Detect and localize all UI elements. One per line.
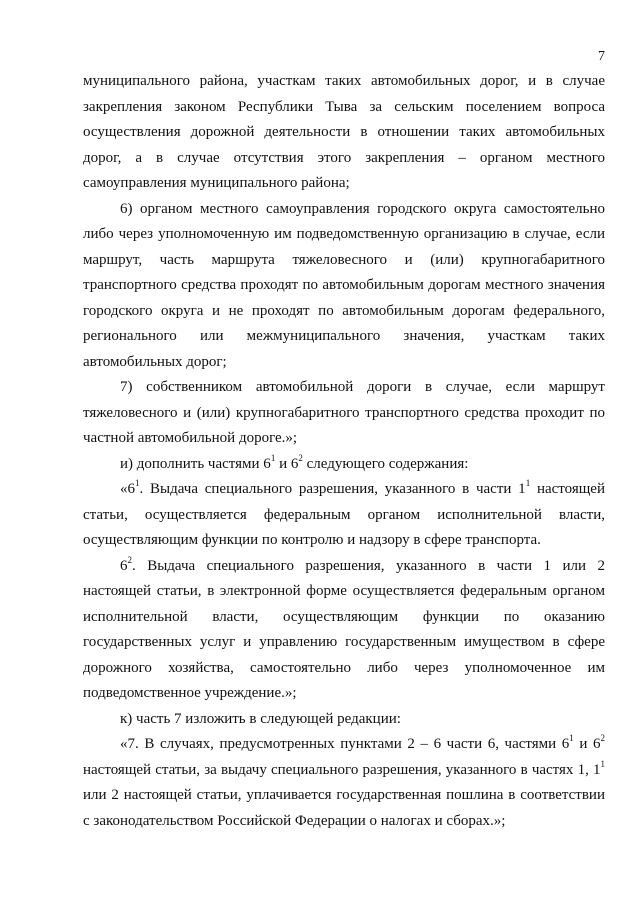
paragraph xyxy=(83,452,605,478)
text-run: 6) органом местного самоуправления городского округа самостоятельно либо через уполномоченную им подведомственную организацию в случае, если маршрут, часть маршрута тяжеловесного и (или) крупногабаритного транспортного средства проходят по автомобильным дорогам местного значения городского округа и не проходят по автомобильным дорогам федерального, регионального или межмуниципального значения, участкам таких автомобильных дорог; xyxy=(83,200,605,370)
text-run: . Выдача специального разрешения, указанного в части 1 xyxy=(139,481,526,497)
paragraph xyxy=(83,554,605,707)
document-body xyxy=(83,69,605,834)
superscript: 1 xyxy=(569,733,574,743)
paragraph xyxy=(83,375,605,452)
paragraph xyxy=(83,707,605,733)
superscript: 1 xyxy=(525,478,531,488)
text-run: следующего содержания: xyxy=(302,455,469,472)
text-run: настоящей статьи, за выдачу специального разрешения, указанного в частях 1, 1 xyxy=(83,761,601,778)
page-number: 7 xyxy=(598,49,605,64)
text-run: муниципального района, участкам таких автомобильных дорог, и в случае закрепления законом Республики Тыва за сельским поселением вопроса осуществления дорожной деятельности в отношении таких автомобильных дорог, а в случае отсутствия этого закрепления – органом местного самоуправления муниципального района; xyxy=(83,73,605,191)
paragraph xyxy=(83,197,605,376)
text-run: «6 xyxy=(120,481,135,497)
paragraph xyxy=(83,732,605,834)
text-run: 6 xyxy=(120,557,128,574)
superscript: 2 xyxy=(600,733,605,743)
text-run: и) дополнить частями 6 xyxy=(120,455,271,472)
text-run: и 6 xyxy=(275,455,299,472)
superscript: 1 xyxy=(600,758,605,769)
superscript: 1 xyxy=(135,478,140,488)
paragraph xyxy=(83,69,605,197)
text-run: к) часть 7 изложить в следующей редакции: xyxy=(120,710,401,727)
superscript: 2 xyxy=(298,452,303,463)
text-run: настоящей статьи, осуществляется федеральным органом исполнительной власти, осуществляющим функции по контролю и надзору в сфере транспорта. xyxy=(83,481,605,548)
text-run: 7) собственником автомобильной дороги в случае, если маршрут тяжеловесного и (или) крупногабаритного транспортного средства проходит по частной автомобильной дороге.»; xyxy=(83,379,605,446)
text-run: . Выдача специального разрешения, указанного в части 1 или 2 настоящей статьи, в электронной форме осуществляется федеральным органом исполнительной власти, осуществляющим функции по оказанию государственных услуг и управлению государственным имуществом в сфере дорожного хозяйства, самостоятельно либо через уполномоченное им подведомственное учреждение.»; xyxy=(83,557,605,701)
paragraph xyxy=(83,477,605,554)
text-run: и 6 xyxy=(573,736,601,752)
superscript: 1 xyxy=(270,452,276,463)
text-run: или 2 настоящей статьи, уплачивается государственная пошлина в соответствии с законодательством Российской Федерации о налогах и сборах.»; xyxy=(83,787,605,829)
superscript: 2 xyxy=(127,554,132,565)
text-run: «7. В случаях, предусмотренных пунктами 2 – 6 части 6, частями 6 xyxy=(120,736,570,752)
